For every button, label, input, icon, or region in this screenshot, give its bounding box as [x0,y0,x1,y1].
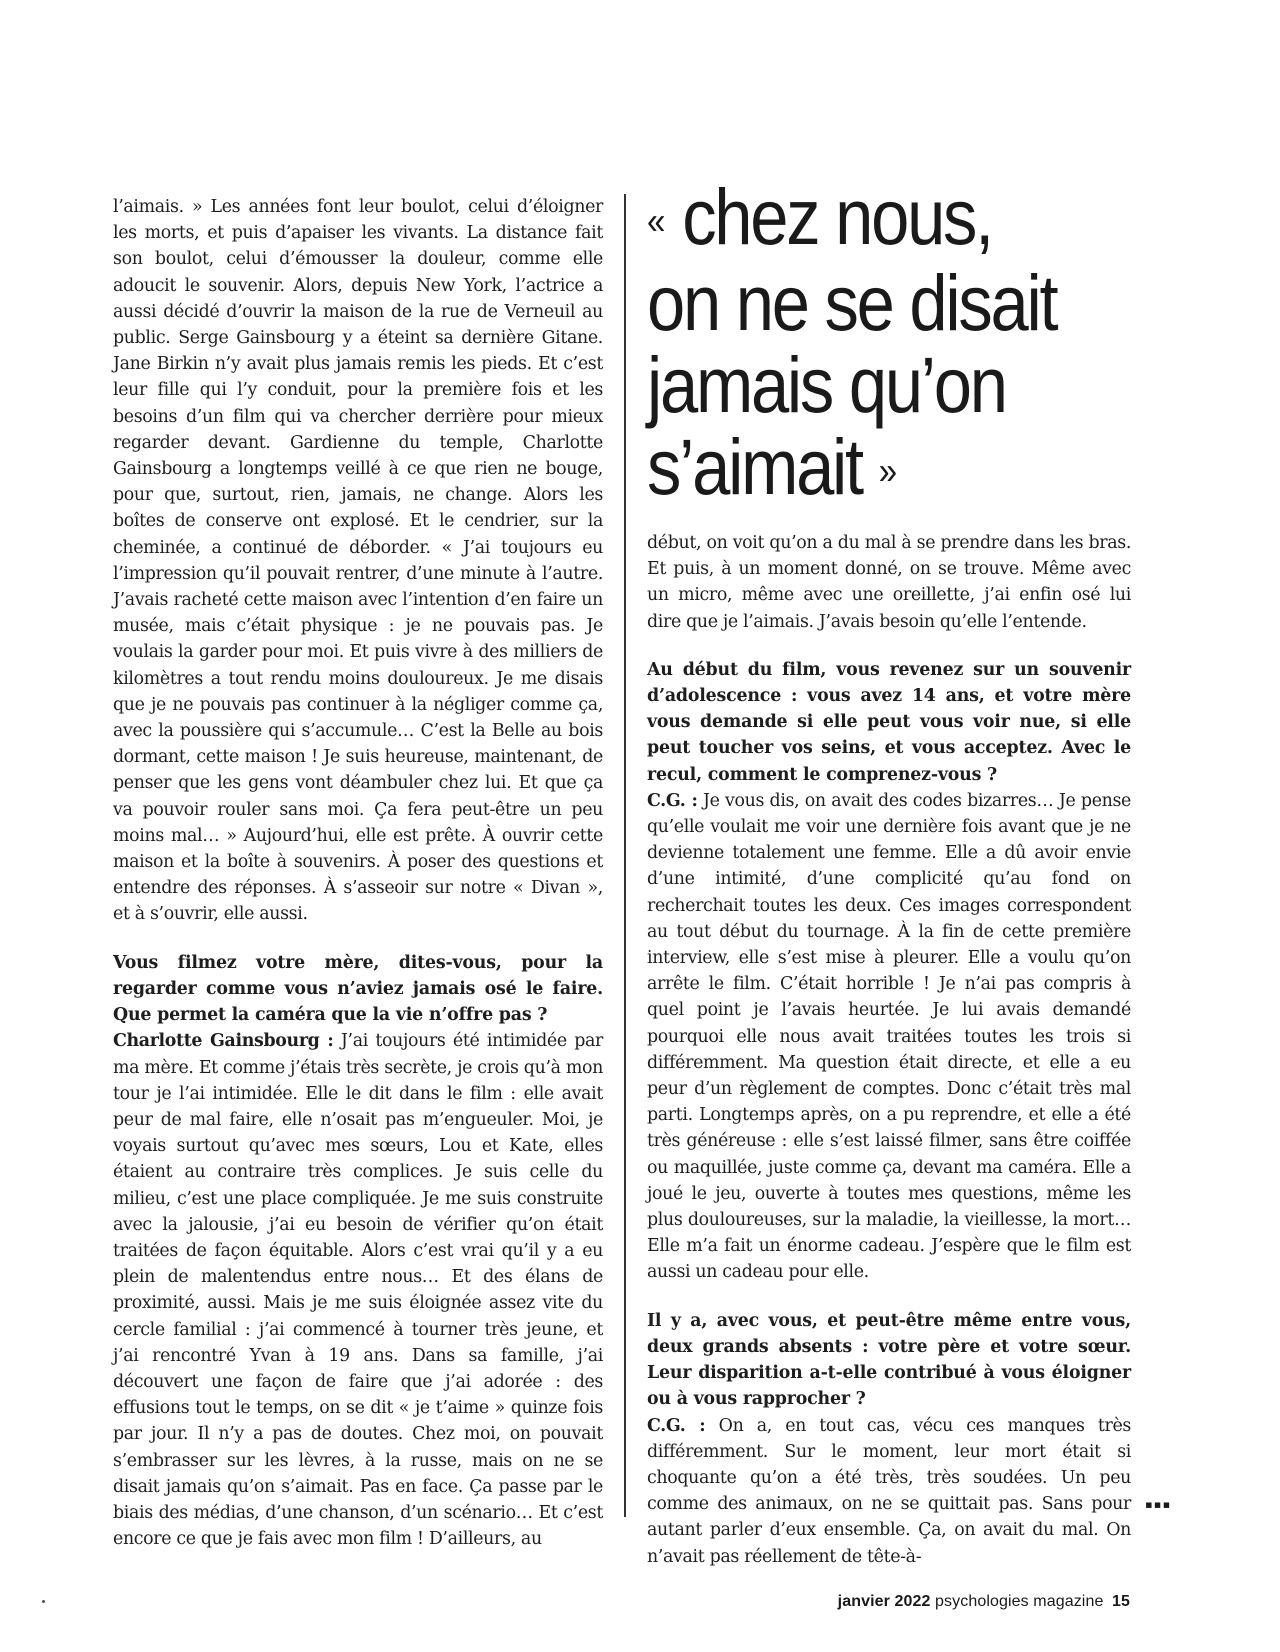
column-divider [624,194,626,1517]
pull-quote [647,172,1169,513]
speaker-name: C.G. : [647,790,698,811]
pull-quote-line: jamais qu’on [647,340,1006,430]
right-article-column [647,530,1131,1570]
issue-date: janvier 2022 [837,1593,931,1610]
pull-quote-line: on ne se disait [647,258,1057,348]
answer-text: J’ai toujours été intimidée par ma mère. Et comme j’étais très secrète, je crois qu’à mon tour je l’ai intimidée. Elle le dit dans le film : elle avait peur de mal faire, elle n’osait pas m’engueuler. Moi, je voyais surtout qu’avec mes sœurs, Lou et Kate, elles étaient au contraire très complices. Je suis celle du milieu, c’est une place compliquée. Je me suis construite avec la jalousie, j’ai eu besoin de vérifier qu’on était traitées de façon équitable. Alors c’est vrai qu’il y a eu plein de malentendus entre nous… Et des élans de proximité, aussi. Mais je me suis éloignée assez vite du cercle familial : j’ai commencé à tourner très jeune, et j’ai rencontré Yvan à 19 ans. Dans sa famille, j’ai découvert une façon de faire que j’ai adorée : des effusions tout le temps, on se dit « je t’aime » quinze fois par jour. Il n’y a pas de doutes. Chez moi, on pouvait s’embrasser sur les lèvres, à la russe, mais on ne se disait jamais qu’on s’aimait. Pas en face. Ça passe par le biais des médias, d’une chanson, d’un scénario… Et c’est encore ce que je fais avec mon film ! D’ailleurs, au [113,1031,604,1550]
article-paragraph: l’aimais. » Les années font leur boulot, celui d’éloigner les morts, et puis d’apaiser les vivants. La distance fait son boulot, celui d’émousser la douleur, comme elle adoucit le souvenir. Alors, depuis New York, l’actrice a aussi décidé d’ouvrir la maison de la rue de Verneuil au public. Serge Gainsbourg y a éteint sa dernière Gitane. Jane Birkin n’y avait plus jamais remis les pieds. Et c’est leur fille qui l’y conduit, pour la première fois et les besoins d’un film qui va chercher derrière pour mieux regarder devant. Gardienne du temple, Charlotte Gainsbourg a longtemps veillé à ce que rien ne bouge, pour que, surtout, rien, jamais, ne change. Alors les boîtes de conserve ont explosé. Et le cendrier, sur la cheminée, a continué de déborder. « J’ai toujours eu l’impression qu’il pouvait rentrer, d’une minute à l’autre. J’avais racheté cette maison avec l’intention d’en faire un musée, mais c’était physique : je ne pouvais pas. Je voulais la garder pour moi. Et puis vivre à des milliers de kilomètres a tout rendu moins douloureux. Je me disais que je ne pouvais pas continuer à la négliger comme ça, avec la poussière qui s’accumule… C’est la Belle au bois dormant, cette maison ! Je suis heureuse, maintenant, de penser que les gens vont déambuler chez lui. Et que ça va pouvoir rouler sans moi. Ça fera peut-être un peu moins mal… » Aujourd’hui, elle est prête. À ouvrir cette maison et la boîte à souvenirs. À poser des questions et entendre des réponses. À s’asseoir sur notre « Divan », et à s’ouvrir, elle aussi. [113,197,603,925]
continued-marker-icon: ▪▪▪ [1145,1492,1172,1517]
pull-quote-line [647,172,1169,262]
left-article-column [113,194,603,1552]
speaker-name: Charlotte Gainsbourg : [113,1031,334,1052]
interview-answer [647,1413,1131,1570]
page-footer [810,1593,1130,1611]
answer-text: On a, en tout cas, vécu ces manques très différemment. Sur le moment, leur mort était si choquante qu’on a été très, très soudées. Un peu comme des animaux, on ne se quittait pas. Sans pour autant parler d’eux ensemble. Ça, on avait du mal. On n’avait pas réellement de tête-à- [647,1415,1131,1567]
interview-answer [647,788,1131,1286]
print-mark [42,1600,45,1603]
pull-quote-open-guillemet: « [647,200,666,243]
article-paragraph: début, on voit qu’on a du mal à se prendre dans les bras. Et puis, à un moment donné, on se trouve. Même avec un micro, même avec une oreillette, j’ai enfin osé lui dire que je l’aimais. J’avais besoin qu’elle l’entende. [647,533,1131,632]
pull-quote-line [647,422,1169,512]
pull-quote-close-guillemet: » [878,450,898,493]
page-number: 15 [1112,1593,1130,1610]
publication-name: psychologies magazine [935,1593,1104,1610]
interview-question: Vous filmez votre mère, dites-vous, pour la regarder comme vous n’aviez jamais osé le faire. Que permet la caméra que la vie n’offre pas ? [113,952,603,1026]
pull-quote-text: s’aimait [647,422,862,512]
pull-quote-text: chez nous, [682,172,992,261]
interview-answer [113,1028,603,1552]
speaker-name: C.G. : [647,1415,706,1436]
interview-question: Il y a, avec vous, et peut-être même entre vous, deux grands absents : votre père et votre sœur. Leur disparition a-t-elle contribué à vous éloigner ou à vous rapprocher ? [647,1310,1131,1410]
answer-text: Je vous dis, on avait des codes bizarres… Je pense qu’elle voulait me voir une dernière fois avant que je ne devienne totalement une femme. Elle a dû avoir envie d’une intimité, d’une complicité qu’au fond on recherchait toutes les deux. Ces images correspondent au tout début du tournage. À la fin de cette première interview, elle s’est mise à pleurer. Elle a voulu qu’on arrête le film. C’était horrible ! Je n’ai pas compris à quel point je l’avais heurtée. Je lui avais demandé pourquoi elle nous avait traitées toutes les trois si différemment. Ma question était directe, et elle a eu peur d’un règlement de comptes. Donc c’était très mal parti. Longtemps après, on a pu reprendre, et elle a été très généreuse : elle s’est laissé filmer, sans être coiffée ou maquillée, juste comme ça, devant ma caméra. Elle a joué le jeu, ouverte à toutes mes questions, même les plus douloureuses, sur la maladie, la vieillesse, la mort… Elle m’a fait un énorme cadeau. J’espère que le film est aussi un cadeau pour elle. [647,790,1131,1283]
interview-question: Au début du film, vous revenez sur un souvenir d’adolescence : vous avez 14 ans, et votre mère vous demande si elle peut vous voir nue, si elle peut toucher vos seins, et vous acceptez. Avec le recul, comment le comprenez-vous ? [647,659,1131,785]
